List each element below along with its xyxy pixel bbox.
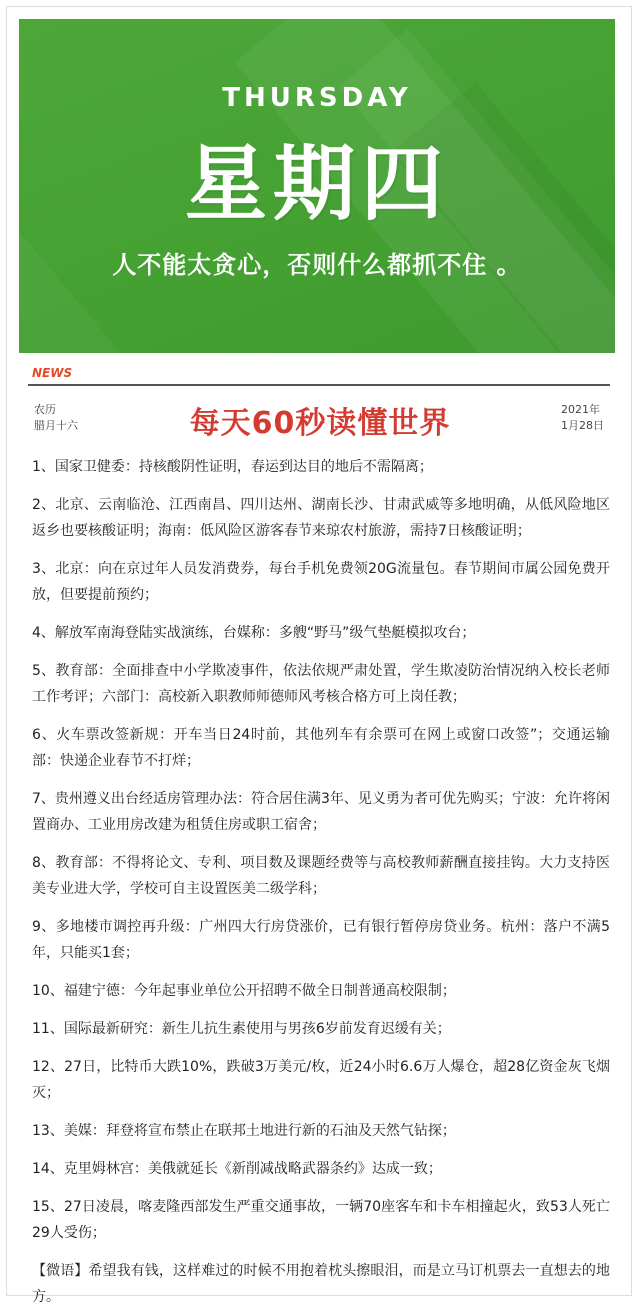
news-item-12: 12、27日，比特币大跌10%，跌破3万美元/枚，近24小时6.6万人爆仓，超28亿资金灰飞烟灭； [32, 1059, 610, 1101]
news-item-6: 6、火车票改签新规：开车当日24时前，其他列车有余票可在网上或窗口改签”；交通运输部：快递企业春节不打烊； [32, 727, 610, 769]
english-day: THURSDAY [222, 83, 412, 113]
lunar-label: 农历 [34, 403, 56, 416]
news-item-7: 7、贵州遵义出台经适房管理办法：符合居住满3年、见义勇为者可优先购买；宁波：允许将闲置商办、工业用房改建为租赁住房或职工宿舍； [32, 791, 610, 833]
date-day: 1月28日 [561, 419, 604, 432]
chinese-day: 星期四 [184, 137, 449, 232]
news-item-9: 9、多地楼市调控再升级：广州四大行房贷涨价，已有银行暂停房贷业务。杭州：落户不满5年，只能买1套； [32, 919, 610, 961]
news-item-3: 3、北京：向在京过年人员发消费券，每台手机免费领20G流量包。春节期间市属公园免费开放，但要提前预约； [32, 561, 610, 603]
closing-quote: 【微语】希望我有钱，这样难过的时候不用抱着枕头擦眼泪，而是立马订机票去一直想去的地方。 [32, 1263, 610, 1305]
date-year: 2021年 [561, 403, 600, 416]
header-banner [19, 19, 615, 353]
news-tag: NEWS [32, 366, 73, 380]
news-item-4: 4、解放军南海登陆实战演练，台媒称：多艘“野马”级气垫艇模拟攻台； [32, 625, 476, 641]
news-item-5: 5、教育部：全面排查中小学欺凌事件，依法依规严肃处置，学生欺凌防治情况纳入校长老师工作考评；六部门：高校新入职教师师德师风考核合格方可上岗任教； [32, 663, 610, 705]
page-title: 每天60秒读懂世界 [189, 406, 451, 441]
lunar-day: 腊月十六 [34, 419, 78, 432]
news-item-1: 1、国家卫健委：持核酸阴性证明，春运到达目的地后不需隔离； [32, 459, 433, 475]
news-item-13: 13、美媒：拜登将宣布禁止在联邦土地进行新的石油及天然气钻探； [32, 1123, 456, 1139]
news-item-15: 15、27日凌晨，喀麦隆西部发生严重交通事故，一辆70座客车和卡车相撞起火，致53人死亡29人受伤； [32, 1199, 610, 1241]
daily-motto: 人不能太贪心，否则什么都抓不住 。 [112, 251, 522, 279]
gregorian-date [561, 402, 604, 434]
divider [28, 384, 610, 386]
news-item-11: 11、国际最新研究：新生儿抗生素使用与男孩6岁前发育迟缓有关； [32, 1021, 451, 1037]
news-item-2: 2、北京、云南临沧、江西南昌、四川达州、湖南长沙、甘肃武威等多地明确，从低风险地区返乡也要核酸证明；海南：低风险区游客春节来琼农村旅游，需持7日核酸证明； [32, 497, 610, 539]
news-item-14: 14、克里姆林宫：美俄就延长《新削减战略武器条约》达成一致； [32, 1161, 442, 1177]
news-item-8: 8、教育部：不得将论文、专利、项目数及课题经费等与高校教师薪酬直接挂钩。大力支持医美专业进大学，学校可自主设置医美二级学科； [32, 855, 610, 897]
news-list [32, 454, 610, 1310]
news-item-10: 10、福建宁德：今年起事业单位公开招聘不做全日制普通高校限制； [32, 983, 456, 999]
